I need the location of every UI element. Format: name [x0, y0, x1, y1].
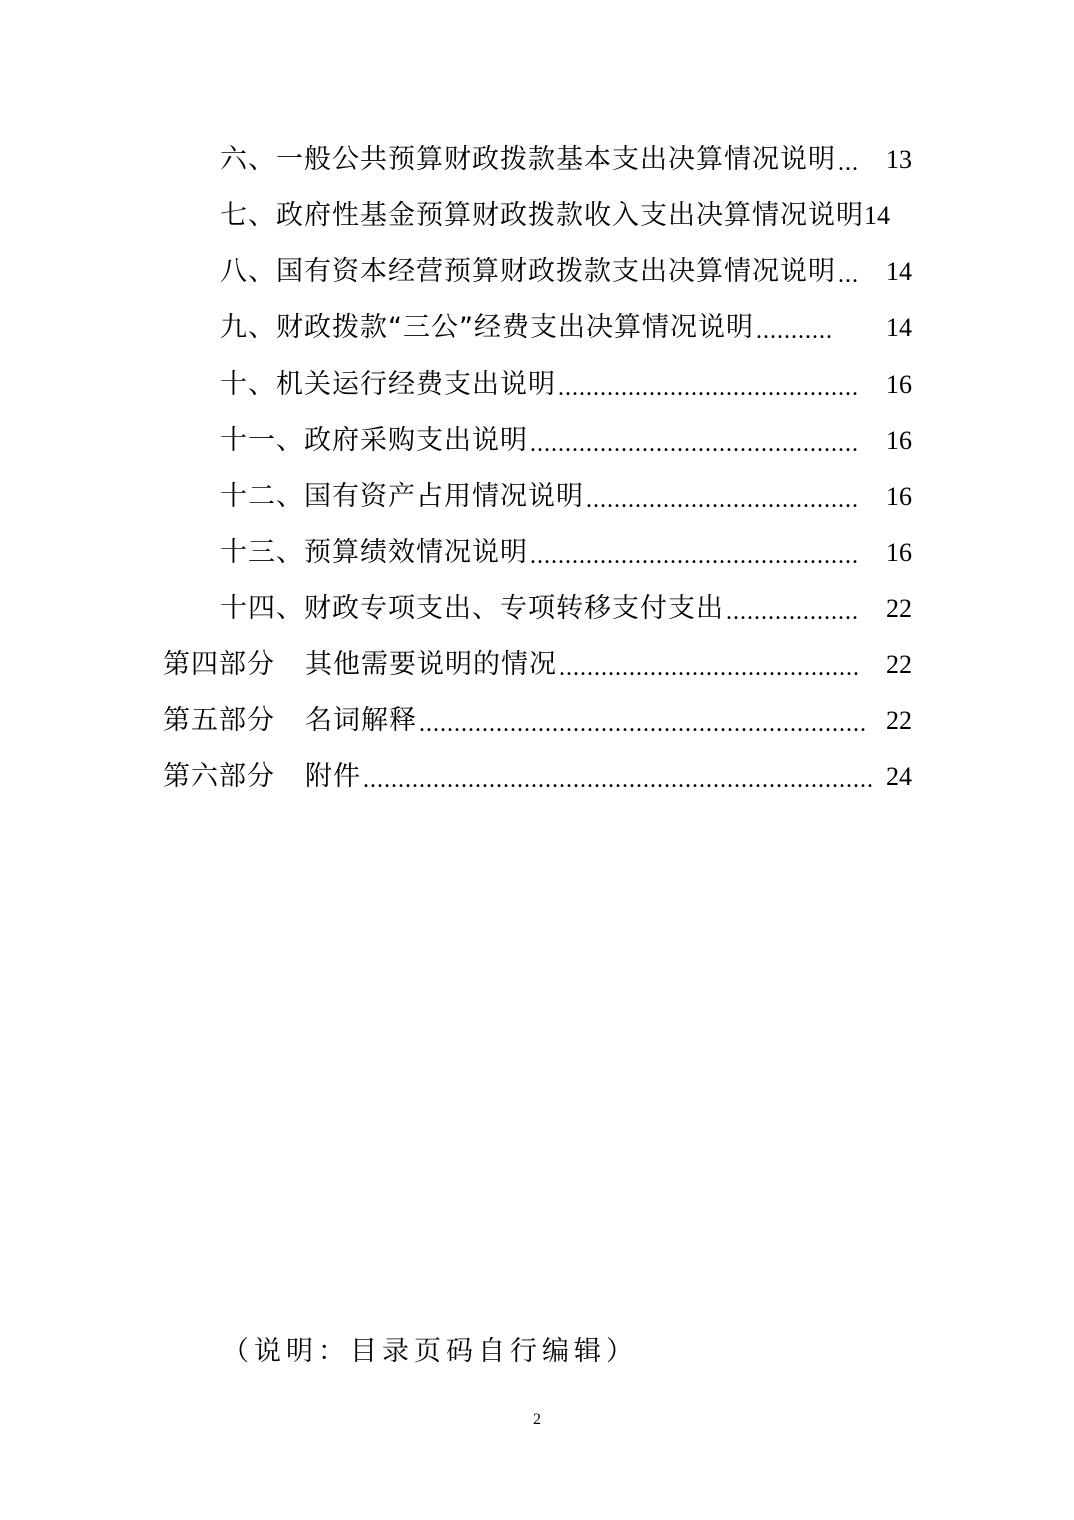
toc-entry [220, 589, 912, 629]
toc-part-entry [163, 645, 912, 685]
toc-entry-title: 七、政府性基金预算财政拨款收入支出决算情况说明 [220, 200, 864, 231]
toc-entry-page: 16 [886, 370, 912, 399]
toc-entry-title: 十二、国有资产占用情况说明 [220, 481, 584, 512]
editing-note: （说明：目录页码自行编辑） [222, 1336, 638, 1367]
toc-entry-leader: ............................................... [530, 543, 859, 569]
toc-entry-page: 16 [886, 482, 912, 511]
toc-entry-page: 13 [886, 145, 912, 174]
toc-entry-page: 14 [886, 313, 912, 342]
toc-entry-page: 14 [886, 257, 912, 286]
toc-part-name: 名词解释 [305, 705, 417, 736]
toc-entry-leader: ........................................... [559, 655, 860, 681]
toc-part-label: 第六部分 [163, 761, 275, 792]
toc-entry-leader: ....................................... [586, 487, 859, 513]
toc-entry-title: 八、国有资本经营预算财政拨款支出决算情况说明 [220, 256, 836, 287]
toc-entry-leader: ............................................... [530, 431, 859, 457]
page-number: 2 [533, 1411, 541, 1428]
toc-entry [220, 308, 912, 348]
toc-entry-leader: ........................................... [558, 375, 859, 401]
toc-entry [220, 477, 912, 517]
toc-entry-leader: ................................................................ [419, 711, 867, 737]
toc-entry-title: 十、机关运行经费支出说明 [220, 369, 556, 400]
toc-entry [220, 533, 912, 573]
toc-entry [220, 140, 912, 180]
toc-entry-leader: ......................................................................... [363, 767, 874, 793]
toc-entry [220, 421, 912, 461]
toc-entry-title: 十四、财政专项支出、专项转移支付支出 [220, 593, 724, 624]
toc-entry [220, 252, 912, 292]
toc-entry-title [163, 645, 557, 685]
toc-entry-title [163, 701, 417, 741]
toc-entry-page: 16 [886, 426, 912, 455]
toc-entry-page: 16 [886, 538, 912, 567]
toc-entry-page: 22 [886, 594, 912, 623]
toc-entry-title [163, 757, 361, 797]
toc-entry-title: 十三、预算绩效情况说明 [220, 537, 528, 568]
toc-part-entry [163, 701, 912, 741]
toc-entry-page: 24 [886, 762, 912, 791]
toc-part-label: 第五部分 [163, 705, 275, 736]
toc-entry [220, 365, 912, 405]
toc-entry-leader: ... [838, 150, 859, 176]
toc-entry-page: 22 [886, 650, 912, 679]
toc-entry-leader: ................... [726, 599, 859, 625]
toc-part-name: 附件 [305, 761, 361, 792]
toc-entry-title: 九、财政拨款“三公”经费支出决算情况说明 [220, 312, 754, 343]
toc-entry-page: 22 [886, 706, 912, 735]
toc-part-name: 其他需要说明的情况 [305, 649, 557, 680]
toc-entry-leader: ........... [755, 318, 833, 344]
toc-part-label: 第四部分 [163, 649, 275, 680]
toc-entry [220, 196, 912, 236]
toc-entry-page: 14 [864, 201, 890, 230]
toc-entry-title: 六、一般公共预算财政拨款基本支出决算情况说明 [220, 144, 836, 175]
toc-entry-leader: ... [838, 262, 859, 288]
toc-entry-title: 十一、政府采购支出说明 [220, 425, 528, 456]
toc-part-entry [163, 757, 912, 797]
